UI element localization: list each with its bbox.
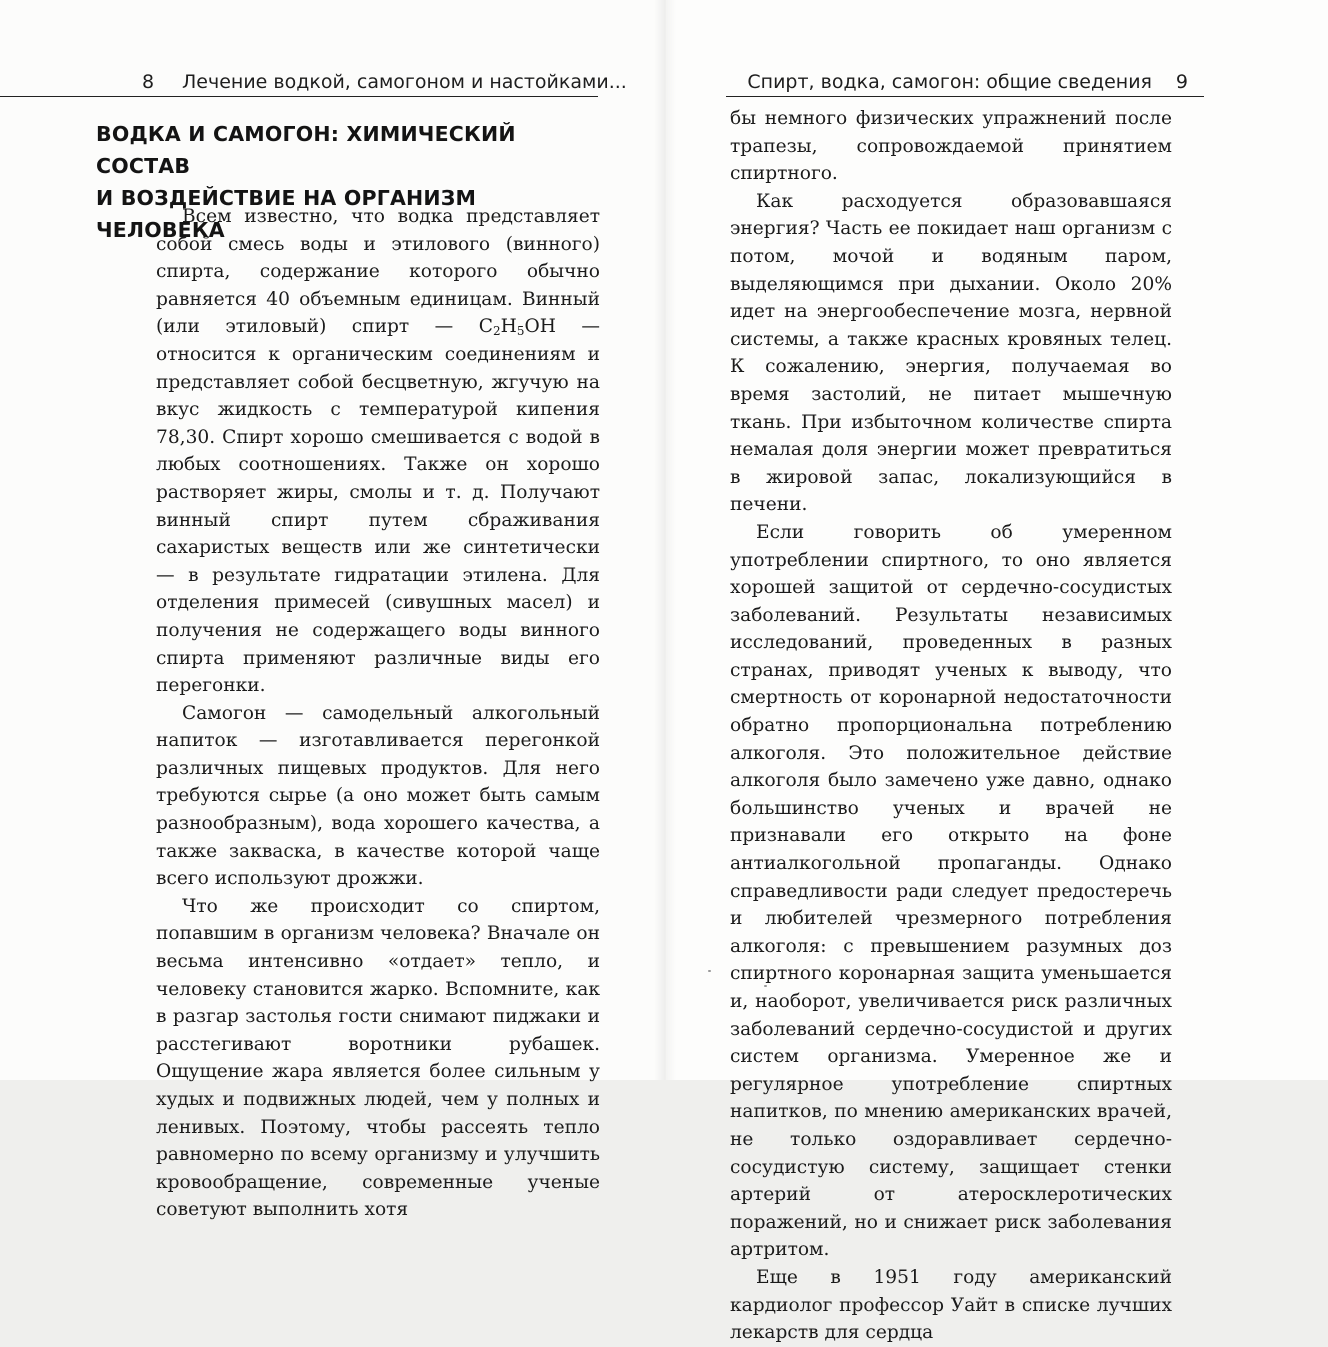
paper-speck	[708, 970, 711, 972]
formula-h: H	[500, 316, 517, 338]
ethanol-formula	[479, 316, 556, 337]
running-title-right: Спирт, водка, самогон: общие сведения	[747, 71, 1152, 93]
paragraph: Как расходуется образовавшаяся энергия? Часть ее покидает наш организм с потом, мочой и водяным паром, выделяющимся при дыхании. Около 20% идет на энергообеспечение мозга, нервной системы, а также красных кровяных телец. К сожалению, энергия, получаемая во время застолий, не питает мышечную ткань. При избыточном количестве спирта немалая доля энергии может превратиться в жировой запас, локализующийся в печени.	[730, 190, 1172, 516]
formula-c: C	[478, 316, 493, 338]
right-running-head	[726, 68, 1204, 97]
left-body-text	[156, 203, 600, 1224]
heading-line-1: ВОДКА И САМОГОН: ХИМИЧЕСКИЙ СОСТАВ	[96, 122, 516, 178]
paragraph: бы немного физических упражнений после трапезы, сопровождаемой принятием спиртного.	[730, 108, 1172, 185]
heading-line-2: И ВОЗДЕЙСТВИЕ НА ОРГАНИЗМ ЧЕЛОВЕКА	[96, 186, 477, 242]
book-gutter	[654, 0, 676, 1080]
running-title-left: Лечение водкой, самогоном и настойками...	[182, 71, 627, 93]
left-running-head	[0, 68, 627, 97]
paragraph: Что же происходит со спиртом, попавшим в организм человека? Вначале он весьма интенсивно «отдает» тепло, и человеку становится жарко. Вспомните, как в разгар застолья гости снимают пиджаки и расстегивают воротники рубашек. Ощущение жара является более сильным у худых и подвижных людей, чем у полных и ленивых. Поэтому, чтобы рассеять тепло равномерно по всему организму и улучшить кровообращение, современные ученые советуют выполнить хотя	[156, 895, 600, 1221]
paragraph-text: — относится к органическим соединениям и представляет собой бесцветную, жгучую на вкус жидкость с температурой кипения 78,30. Спирт хорошо смешивается с водой в любых соотношениях. Также он хорошо растворяет жиры, смолы и т. д. Получают винный спирт путем сбраживания сахаристых веществ или же синтетически — в результате гидратации этилена. Для отделения примесей (сивушных масел) и получения не содержащего воды винного спирта применяют различные виды его перегонки.	[156, 316, 600, 697]
formula-h-sub: 5	[516, 324, 525, 339]
paragraph: Еще в 1951 году американский кардиолог профессор Уайт в списке лучших лекарств для сердца	[730, 1266, 1172, 1344]
formula-c-sub: 2	[492, 324, 501, 339]
paragraph	[156, 203, 600, 700]
page-number-right: 9	[1175, 71, 1188, 93]
page-number-left: 8	[142, 71, 155, 93]
left-page	[0, 0, 664, 1221]
paper-speck	[764, 985, 767, 987]
right-body-text	[730, 105, 1172, 1347]
paragraph: Если говорить об умеренном употреблении спиртного, то оно является хорошей защитой от сердечно-сосудистых заболеваний. Результаты независимых исследований, проведенных в разных странах, приводят ученых к выводу, что смертность от коронарной недостаточности обратно пропорциональна потреблению алкоголя. Это положительное действие алкоголя было замечено уже давно, однако большинство ученых и врачей не признавали его открыто на фоне антиалкогольной пропаганды. Однако справедливости ради следует предостеречь и любителей чрезмерного потребления алкоголя: с превышением разумных доз спиртного коронарная защита уменьшается и, наоборот, увеличивается риск различных заболеваний сердечно-сосудистой и других систем организма. Умеренное же и регулярное употребление спиртных напитков, по мнению американских врачей, не только оздоравливает сердечно-сосудистую систему, защищает стенки артерий от атеросклеротических поражений, но и снижает риск заболевания артритом.	[730, 521, 1172, 1261]
paragraph-text: Всем известно, что водка представляет собой смесь воды и этилового (винного) спирта, содержание которого обычно равняется 40 объемным единицам. Винный (или этиловый) спирт —	[156, 206, 600, 338]
formula-oh: OH	[524, 316, 556, 338]
paragraph: Самогон — самодельный алкогольный напиток — изготавливается перегонкой различных пищевых продуктов. Для него требуются сырье (а оно может быть самым разнообразным), вода хорошего качества, а также закваска, в качестве которой чаще всего используют дрожжи.	[156, 702, 600, 890]
